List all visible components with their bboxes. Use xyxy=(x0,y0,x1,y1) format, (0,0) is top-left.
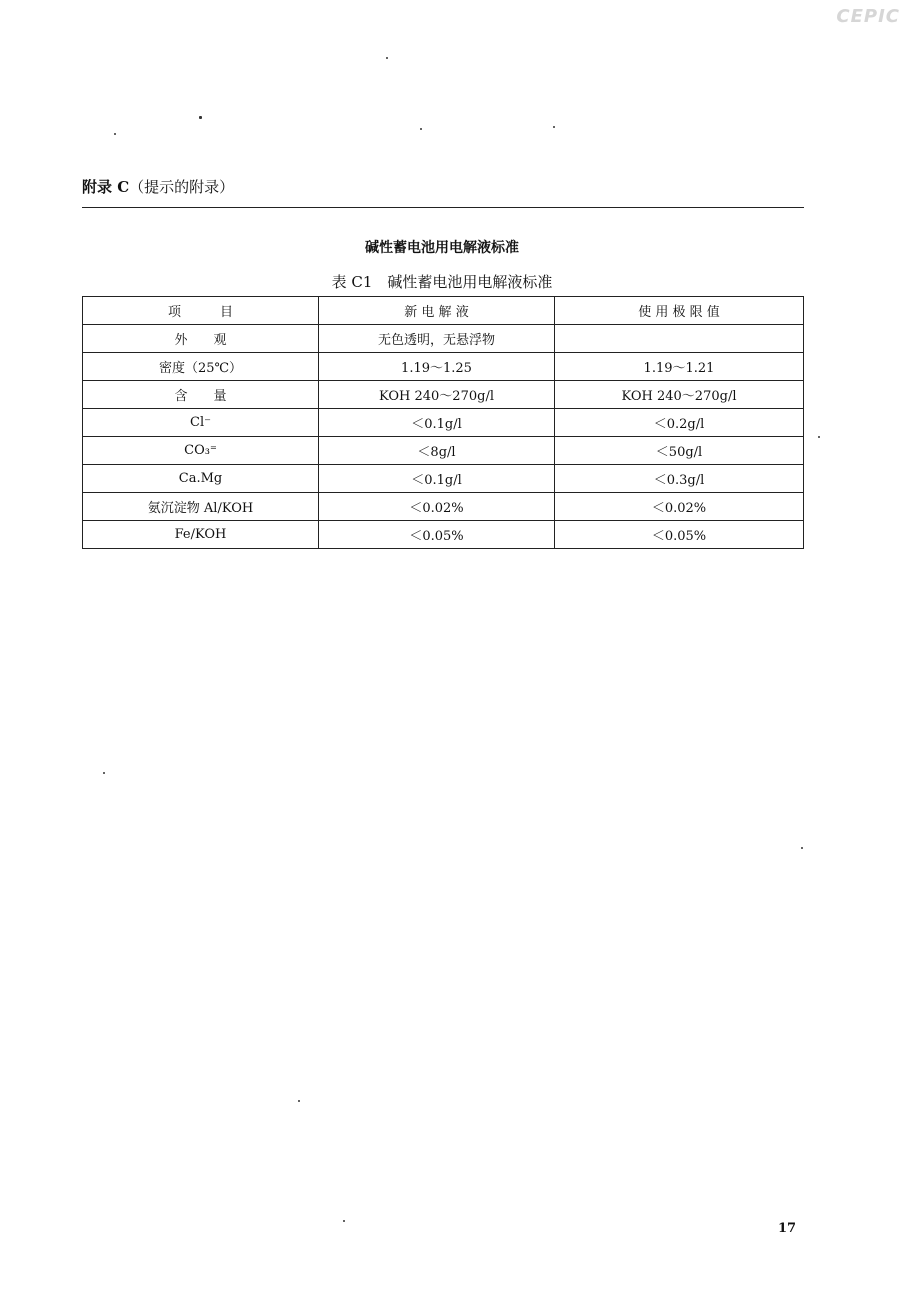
cell-limit: ＜0.3g/l xyxy=(555,465,804,493)
cell-new: ＜0.1g/l xyxy=(319,409,555,437)
cell-item: Cl⁻ xyxy=(83,409,319,437)
header-item: 项 目 xyxy=(83,297,319,325)
scan-speck xyxy=(199,116,202,119)
cell-item: Ca.Mg xyxy=(83,465,319,493)
table-row xyxy=(83,325,804,353)
document-title: 碱性蓄电池用电解液标准 xyxy=(365,240,519,256)
table-header-row xyxy=(83,297,804,325)
cell-new: KOH 240～270g/l xyxy=(319,381,555,409)
cell-limit: KOH 240～270g/l xyxy=(555,381,804,409)
cell-limit: ＜0.02% xyxy=(555,493,804,521)
header-usage-limit: 使 用 极 限 值 xyxy=(555,297,804,325)
cell-limit: ＜0.05% xyxy=(555,521,804,549)
cell-item: 含 量 xyxy=(83,381,319,409)
scan-speck xyxy=(818,436,820,438)
scan-speck xyxy=(343,1220,345,1222)
cell-item: 密度（25℃） xyxy=(83,353,319,381)
appendix-label: 附录 C xyxy=(82,178,130,196)
cell-new: ＜0.02% xyxy=(319,493,555,521)
cell-new: 1.19～1.25 xyxy=(319,353,555,381)
table-row xyxy=(83,437,804,465)
table-row xyxy=(83,353,804,381)
heading-rule xyxy=(82,207,804,208)
cell-new: ＜0.05% xyxy=(319,521,555,549)
table-row xyxy=(83,409,804,437)
table-row xyxy=(83,493,804,521)
cell-new: ＜8g/l xyxy=(319,437,555,465)
cell-limit: ＜50g/l xyxy=(555,437,804,465)
table-caption: 表 C1 碱性蓄电池用电解液标准 xyxy=(331,273,553,291)
cell-item: Fe/KOH xyxy=(83,521,319,549)
cell-item: 氨沉淀物 Al/KOH xyxy=(83,493,319,521)
cell-limit: ＜0.2g/l xyxy=(555,409,804,437)
cell-item: CO₃⁼ xyxy=(83,437,319,465)
appendix-heading xyxy=(82,176,234,197)
table-row xyxy=(83,465,804,493)
page-number: 17 xyxy=(778,1221,797,1236)
scan-speck xyxy=(420,128,422,130)
cell-limit xyxy=(555,325,804,353)
cell-limit: 1.19～1.21 xyxy=(555,353,804,381)
scan-speck xyxy=(801,847,803,849)
cell-item: 外 观 xyxy=(83,325,319,353)
scan-speck xyxy=(103,772,105,774)
table-row xyxy=(83,521,804,549)
scan-speck xyxy=(114,133,116,135)
cell-new: 无色透明，无悬浮物 xyxy=(319,325,555,353)
scan-speck xyxy=(386,57,388,59)
scan-speck xyxy=(298,1100,300,1102)
watermark-logo: CEPIC xyxy=(836,6,900,27)
scan-speck xyxy=(553,126,555,128)
electrolyte-spec-table xyxy=(82,296,804,549)
appendix-note: （提示的附录） xyxy=(129,178,235,196)
table-row xyxy=(83,381,804,409)
header-new-electrolyte: 新 电 解 液 xyxy=(319,297,555,325)
cell-new: ＜0.1g/l xyxy=(319,465,555,493)
